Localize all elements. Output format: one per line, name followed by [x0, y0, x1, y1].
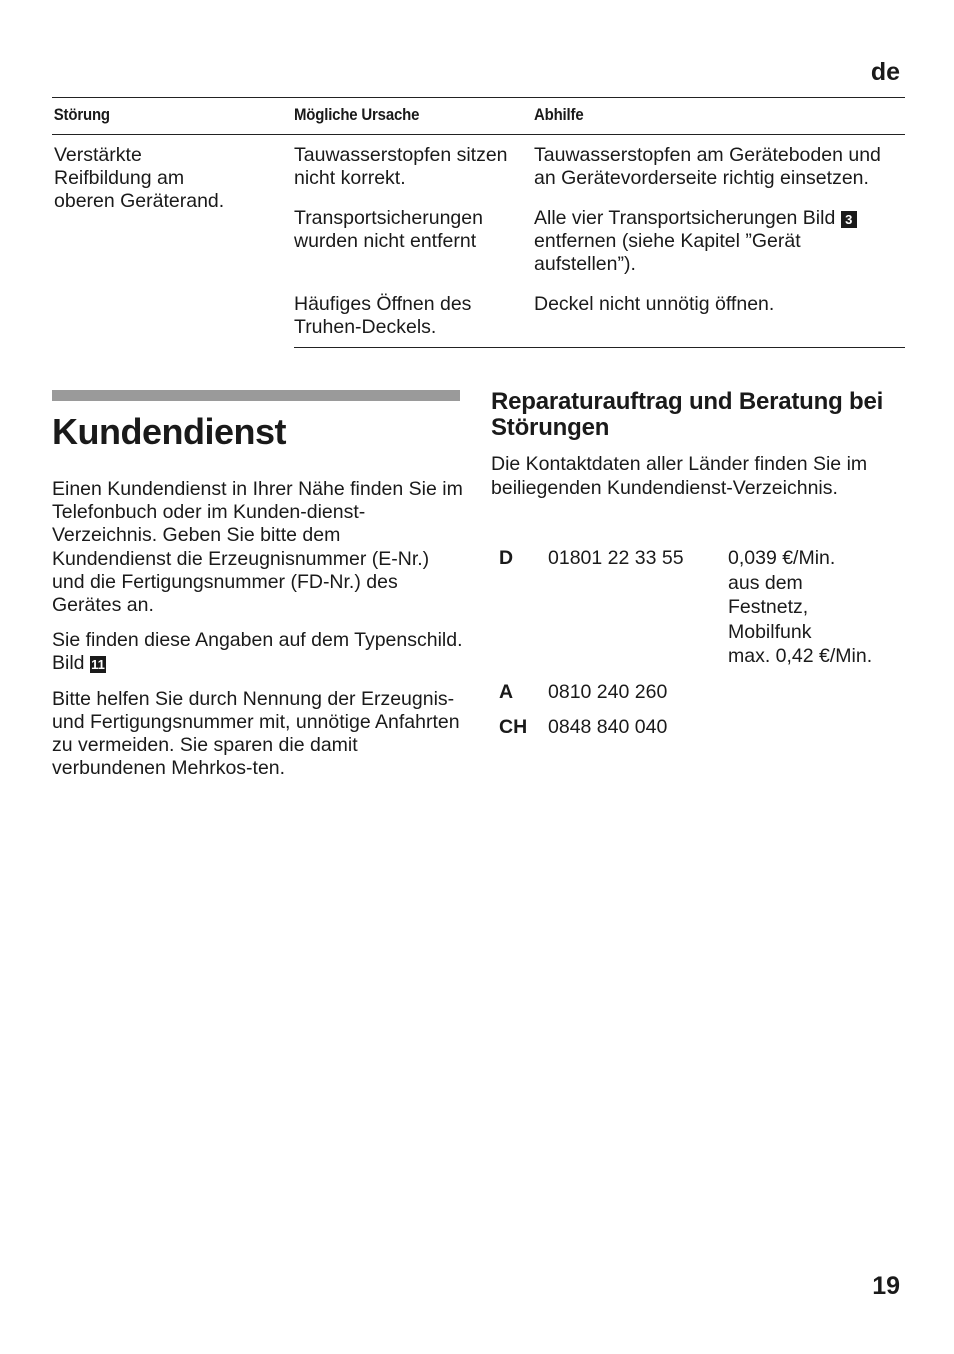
remedy-text: entfernen (siehe Kapitel ”Gerät aufstellen”). — [534, 230, 801, 275]
section-title-kundendienst: Kundendienst — [52, 411, 286, 452]
paragraph-text: Sie finden diese Angaben auf dem Typenschild. Bild — [52, 629, 463, 675]
language-label: de — [870, 58, 900, 86]
reparatur-body — [491, 452, 903, 500]
country-code: A — [499, 681, 514, 703]
paragraph: Einen Kundendienst in Ihrer Nähe finden Sie im Telefonbuch oder im Kunden-dienst-Verzeichnis. Geben Sie bitte dem Kundendienst die Erzeugnisnummer (E-Nr.) und die Fertigungsnummer (FD-Nr.) des Gerätes an. — [52, 478, 463, 617]
remedy-text: Alle vier Transportsicherungen Bild — [534, 207, 836, 229]
country-code: D — [499, 547, 514, 569]
paragraph — [52, 629, 464, 675]
cause-cell: Tauwasserstopfen sitzen nicht korrekt. — [294, 144, 508, 189]
paragraph: Bitte helfen Sie durch Nennung der Erzeugnis- und Fertigungsnummer mit, unnötige Anfahrten zu vermeiden. Sie sparen die damit verbundenen Mehrkos-ten. — [52, 687, 460, 780]
phone-number: 01801 22 33 55 — [548, 547, 684, 569]
contact-row — [491, 715, 903, 750]
page-number: 19 — [872, 1272, 900, 1300]
price-info: 0,039 €/Min. aus dem Festnetz, Mobilfunk max. 0,42 €/Min. — [728, 547, 873, 667]
phone-number: 0848 840 040 — [548, 716, 668, 738]
table-header-row — [52, 98, 905, 135]
cause-cell: Häufiges Öffnen des Truhen-Deckels. — [294, 276, 534, 348]
figure-ref-icon: 3 — [841, 211, 857, 228]
contact-list — [491, 546, 903, 750]
column-header-cause: Mögliche Ursache — [294, 98, 505, 135]
contact-row — [491, 680, 903, 715]
remedy-cell: Deckel nicht unnötig öffnen. — [534, 276, 905, 348]
table-row — [52, 135, 905, 191]
column-header-remedy: Abhilfe — [534, 98, 860, 135]
cause-cell: Transportsicherungen wurden nicht entfernt — [294, 207, 483, 252]
remedy-cell: Tauwasserstopfen am Geräteboden und an Gerätevorderseite richtig einsetzen. — [534, 144, 881, 189]
remedy-cell — [534, 190, 905, 276]
figure-ref-icon: 11 — [91, 657, 105, 673]
section-divider-bar — [52, 390, 460, 401]
section-title-reparatur: Reparaturauftrag und Beratung bei Störungen — [491, 388, 884, 441]
column-header-fault: Störung — [52, 98, 265, 135]
paragraph: Die Kontaktdaten aller Länder finden Sie im beiliegenden Kundendienst-Verzeichnis. — [491, 453, 868, 499]
phone-number: 0810 240 260 — [548, 681, 668, 703]
kundendienst-body — [52, 478, 464, 792]
fault-cell: Verstärkte Reifbildung am oberen Geräterand. — [54, 144, 225, 212]
contact-row — [491, 546, 903, 680]
fault-table — [52, 97, 905, 348]
country-code: CH — [499, 716, 528, 738]
